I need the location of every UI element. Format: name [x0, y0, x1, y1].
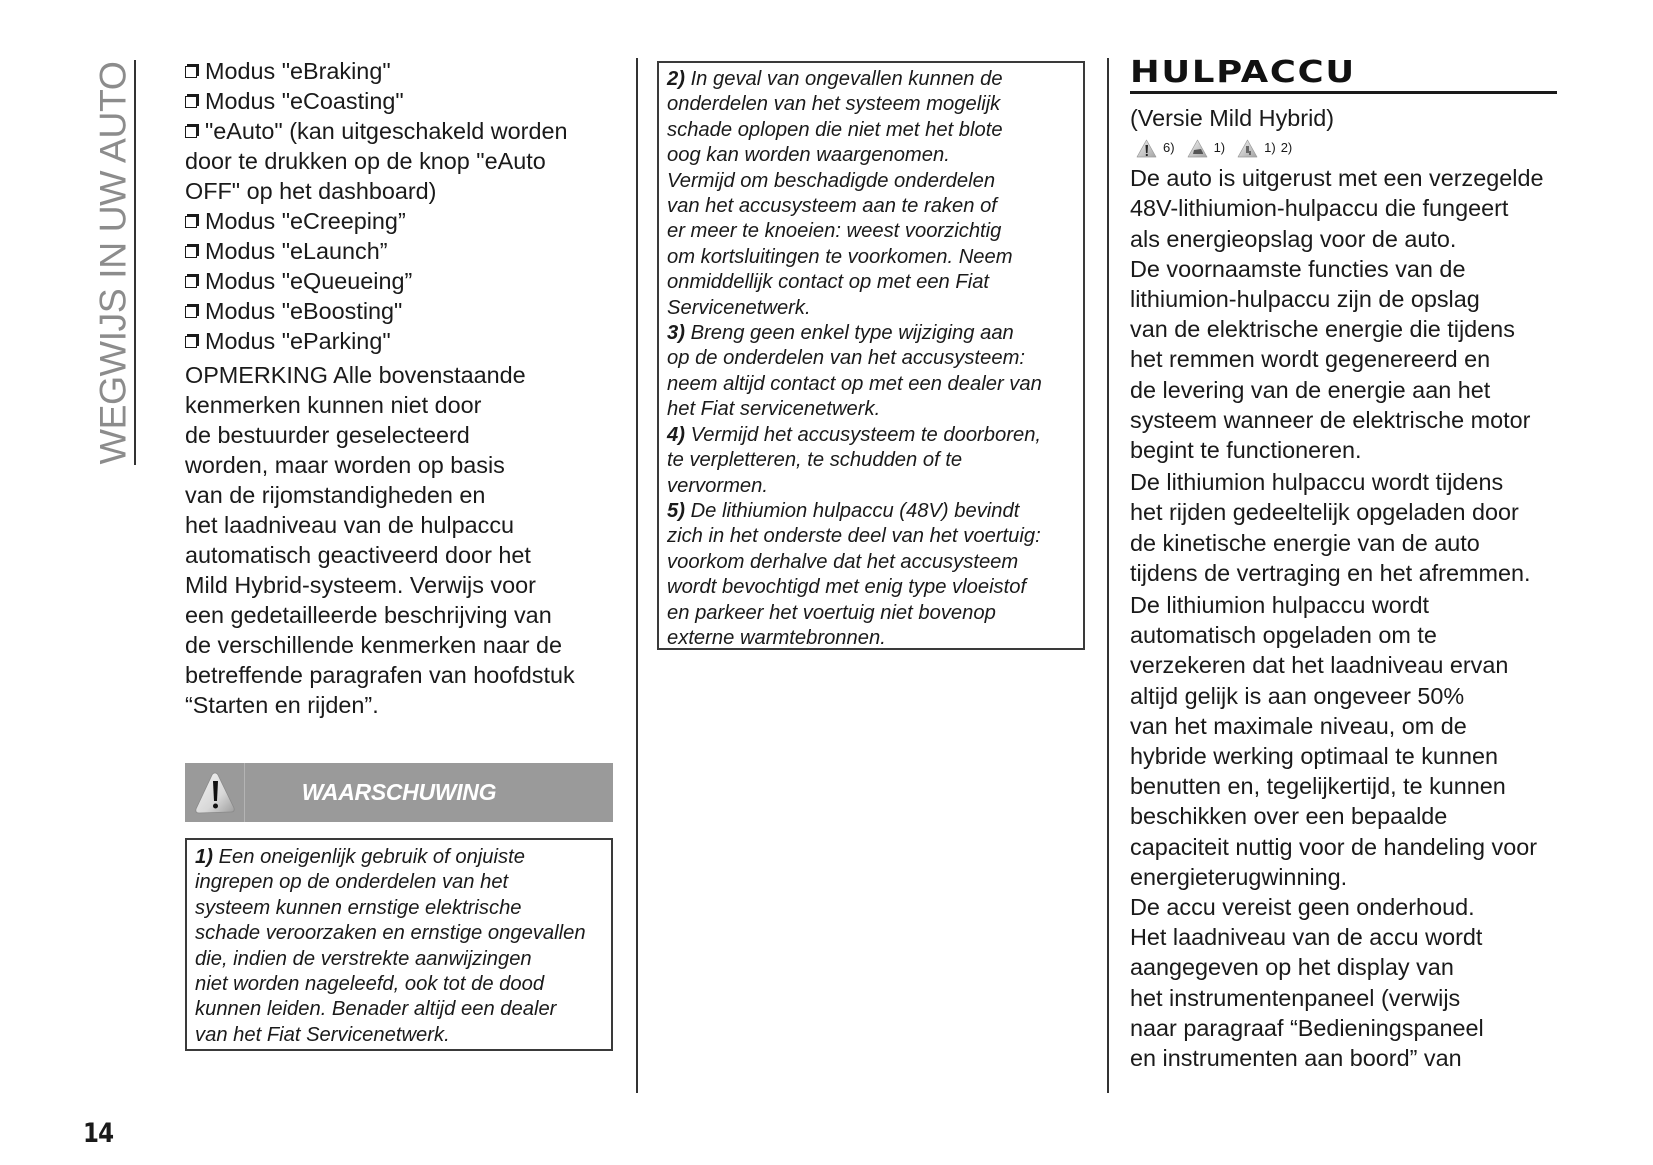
text-line: het rijden gedeeltelijk opgeladen door: [1130, 499, 1519, 526]
note-text: die, indien de verstrekte aanwijzingen: [195, 947, 532, 970]
text-line: [195, 972, 611, 997]
list-item-text: "eAuto" (kan uitgeschakeld worden: [205, 118, 568, 144]
list-item-text: Modus "eLaunch”: [205, 238, 388, 264]
text-line: begint te functioneren.: [1130, 437, 1362, 464]
note-text: In geval van ongevallen kunnen de: [690, 68, 1003, 90]
list-item-text: Modus "eParking": [205, 328, 391, 354]
left-column: [185, 56, 615, 720]
text-line: van het maximale niveau, om de: [1130, 712, 1467, 739]
note-text: kunnen leiden. Benader altijd een dealer: [195, 998, 557, 1021]
car-warning-triangle-icon: [1187, 139, 1214, 158]
warning-label: WAARSCHUWING: [301, 779, 497, 805]
text-line: [667, 448, 1083, 473]
text-line: [195, 870, 611, 895]
note-number: 4): [667, 423, 685, 446]
section-heading: HULPACCU: [1130, 55, 1356, 90]
text-line: het laadniveau van de hulpaccu: [185, 512, 515, 538]
text-line: de verschillende kenmerken naar de: [185, 632, 563, 658]
text-line: automatisch opgeladen om te: [1130, 622, 1437, 649]
text-line: [667, 296, 1083, 321]
paragraph: [1130, 590, 1570, 1073]
checkbox-bullet-icon: [185, 276, 197, 288]
body-text: [1130, 163, 1570, 1073]
list-item-text: Modus "eBraking": [205, 58, 391, 84]
note-number: 3): [667, 322, 685, 345]
text-line: [667, 270, 1083, 295]
text-line: [667, 575, 1083, 600]
text-line: het instrumentenpaneel (verwijs: [1130, 984, 1461, 1011]
list-item: [185, 326, 615, 356]
checkbox-bullet-icon: [185, 336, 197, 348]
text-line: 48V-lithiumion-hulpaccu die fungeert: [1130, 195, 1509, 222]
text-line: altijd gelijk is aan ongeveer 50%: [1130, 682, 1465, 709]
page-number: 14: [83, 1118, 114, 1149]
side-running-title: [91, 60, 134, 465]
note-paragraph: [185, 360, 615, 720]
seat-warning-triangle-icon: [1237, 139, 1264, 158]
list-item-continuation: door te drukken op de knop "eAuto: [185, 148, 546, 174]
note-text: externe warmtebronnen.: [667, 626, 886, 649]
text-line: [667, 423, 1083, 448]
text-line: De accu vereist geen onderhoud.: [1130, 894, 1475, 921]
note-number: 1): [195, 846, 213, 868]
list-item: [185, 266, 615, 296]
text-line: aangegeven op het display van: [1130, 954, 1454, 981]
list-item: [185, 86, 615, 116]
note-number: 5): [667, 499, 685, 522]
warning-note: [667, 499, 1083, 651]
text-line: naar paragraaf “Bedieningspaneel: [1130, 1014, 1484, 1041]
checkbox-bullet-icon: [185, 126, 197, 138]
text-line: systeem wanneer de elektrische motor: [1130, 406, 1531, 433]
text-line: [195, 997, 611, 1022]
text-line: tijdens de vertraging en het afremmen.: [1130, 559, 1531, 586]
note-text: Breng geen enkel type wijziging aan: [690, 322, 1014, 345]
list-item: [185, 56, 615, 86]
paragraph: [1130, 163, 1570, 465]
text-line: OPMERKING Alle bovenstaande: [185, 362, 526, 388]
text-line: [667, 67, 1083, 92]
note-text: te verpletteren, te schudden of te: [667, 449, 963, 472]
text-line: automatisch geactiveerd door het: [185, 542, 531, 568]
text-line: [667, 245, 1083, 270]
warning-notes-box: [657, 61, 1085, 650]
heading-rule: [1130, 91, 1557, 94]
note-text: ingrepen op de onderdelen van het: [195, 871, 509, 894]
warning-note-box: [185, 838, 613, 1051]
note-text: voorkom derhalve dat het accusysteem: [667, 550, 1019, 573]
note-text: Een oneigenlijk gebruik of onjuiste: [218, 846, 525, 868]
text-line: hybride werking optimaal te kunnen: [1130, 743, 1498, 770]
paragraph: [1130, 467, 1570, 588]
text-line: De voornaamste functies van de: [1130, 255, 1466, 282]
list-item: [185, 296, 615, 326]
text-line: lithiumion-hulpaccu zijn de opslag: [1130, 286, 1480, 313]
note-text: op de onderdelen van het accusysteem:: [667, 347, 1026, 370]
note-text: Vermijd om beschadigde onderdelen: [667, 169, 996, 192]
warning-triangle-icon: [1136, 139, 1163, 158]
note-text: niet worden nageleefd, ook tot de dood: [195, 973, 545, 996]
note-text: schade oplopen die niet met het blote: [667, 118, 1003, 141]
text-line: [667, 372, 1083, 397]
text-line: [667, 397, 1083, 422]
note-text: het Fiat servicenetwerk.: [667, 398, 881, 421]
text-line: energieterugwinning.: [1130, 863, 1348, 890]
text-line: [667, 194, 1083, 219]
warning-triangle-icon: [185, 763, 245, 822]
text-line: [667, 219, 1083, 244]
checkbox-bullet-icon: [185, 66, 197, 78]
note-text: zich in het onderste deel van het voertuig:: [667, 525, 1041, 548]
text-line: beschikken over een bepaalde: [1130, 803, 1448, 830]
text-line: de kinetische energie van de auto: [1130, 529, 1480, 556]
reference-number: 6): [1163, 140, 1175, 156]
right-column: [1130, 103, 1570, 1073]
list-item-text: Modus "eCreeping”: [205, 208, 406, 234]
text-line: [667, 346, 1083, 371]
side-title-text: WEGWIJS IN UW AUTO: [91, 61, 134, 464]
note-number: 2): [667, 68, 685, 90]
mode-list: [185, 56, 615, 356]
note-text: oog kan worden waargenomen.: [667, 144, 950, 167]
text-line: van de rijomstandigheden en: [185, 482, 486, 508]
list-item: [185, 236, 615, 266]
text-line: benutten en, tegelijkertijd, te kunnen: [1130, 773, 1506, 800]
text-line: capaciteit nuttig voor de handeling voor: [1130, 833, 1538, 860]
column-divider-right: [1107, 58, 1109, 1093]
text-line: “Starten en rijden”.: [185, 692, 379, 718]
column-divider-left: [636, 58, 638, 1093]
list-item: [185, 116, 615, 146]
warning-note: [667, 321, 1083, 423]
checkbox-bullet-icon: [185, 96, 197, 108]
note-text: er meer te knoeien: weest voorzichtig: [667, 220, 1002, 243]
text-line: [667, 169, 1083, 194]
text-line: [195, 845, 611, 870]
text-line: Mild Hybrid-systeem. Verwijs voor: [185, 572, 536, 598]
note-text: Servicenetwerk.: [667, 296, 811, 319]
text-line: als energieopslag voor de auto.: [1130, 225, 1457, 252]
text-line: [667, 601, 1083, 626]
reference-number: 1): [1213, 140, 1226, 156]
note-text: wordt bevochtigd met enig type vloeistof: [667, 576, 1027, 599]
warning-header: [185, 763, 613, 822]
text-line: het remmen wordt gegenereerd en: [1130, 346, 1491, 373]
note-text: De lithiumion hulpaccu (48V) bevindt: [690, 499, 1020, 522]
text-line: van de elektrische energie die tijdens: [1130, 316, 1515, 343]
text-line: [667, 321, 1083, 346]
text-line: [667, 499, 1083, 524]
text-line: [667, 118, 1083, 143]
list-item: [185, 206, 615, 236]
text-line: [195, 1023, 611, 1048]
note-text: systeem kunnen ernstige elektrische: [195, 896, 522, 919]
list-item-text: Modus "eBoosting": [205, 298, 403, 324]
note-text: van het accusysteem aan te raken of: [667, 195, 997, 218]
text-line: Het laadniveau van de accu wordt: [1130, 924, 1483, 951]
note-text: Vermijd het accusysteem te doorboren,: [690, 423, 1042, 446]
reference-number: 1): [1264, 140, 1276, 156]
text-line: [667, 524, 1083, 549]
text-line: de bestuurder geselecteerd: [185, 422, 470, 448]
text-line: [667, 474, 1083, 499]
side-title-rule: [134, 60, 136, 465]
note-text: vervormen.: [667, 474, 768, 497]
note-text: en parkeer het voertuig niet bovenop: [667, 601, 996, 624]
warning-note: [667, 67, 1083, 321]
text-line: een gedetailleerde beschrijving van: [185, 602, 552, 628]
text-line: kenmerken kunnen niet door: [185, 392, 482, 418]
text-line: De lithiumion hulpaccu wordt: [1130, 592, 1430, 619]
warning-note: [667, 423, 1083, 499]
reference-number: 2): [1280, 140, 1293, 156]
checkbox-bullet-icon: [185, 306, 197, 318]
text-line: [667, 143, 1083, 168]
note-text: om kortsluitingen te voorkomen. Neem: [667, 245, 1013, 268]
text-line: en instrumenten aan boord” van: [1130, 1045, 1462, 1072]
text-line: worden, maar worden op basis: [185, 452, 505, 478]
warning-icon-references: [1130, 133, 1570, 163]
text-line: [195, 921, 611, 946]
text-line: De auto is uitgerust met een verzegelde: [1130, 165, 1544, 192]
text-line: [667, 626, 1083, 651]
text-line: verzekeren dat het laadniveau ervan: [1130, 652, 1509, 679]
text-line: [195, 896, 611, 921]
text-line: De lithiumion hulpaccu wordt tijdens: [1130, 469, 1504, 496]
note-text: schade veroorzaken en ernstige ongevallen: [195, 922, 586, 945]
note-text: van het Fiat Servicenetwerk.: [195, 1023, 450, 1046]
list-item-text: Modus "eQueueing”: [205, 268, 413, 294]
text-line: [195, 947, 611, 972]
text-line: betreffende paragrafen van hoofdstuk: [185, 662, 575, 688]
list-item-continuation: OFF" op het dashboard): [185, 178, 437, 204]
note-text: neem altijd contact op met een dealer van: [667, 372, 1042, 395]
text-line: [667, 550, 1083, 575]
list-item-text: Modus "eCoasting": [205, 88, 404, 114]
checkbox-bullet-icon: [185, 246, 197, 258]
version-subtitle: (Versie Mild Hybrid): [1130, 105, 1335, 131]
note-text: onderdelen van het systeem mogelijk: [667, 93, 1001, 116]
checkbox-bullet-icon: [185, 216, 197, 228]
note-text: onmiddellijk contact op met een Fiat: [667, 271, 990, 294]
text-line: [667, 92, 1083, 117]
text-line: de levering van de energie aan het: [1130, 376, 1491, 403]
